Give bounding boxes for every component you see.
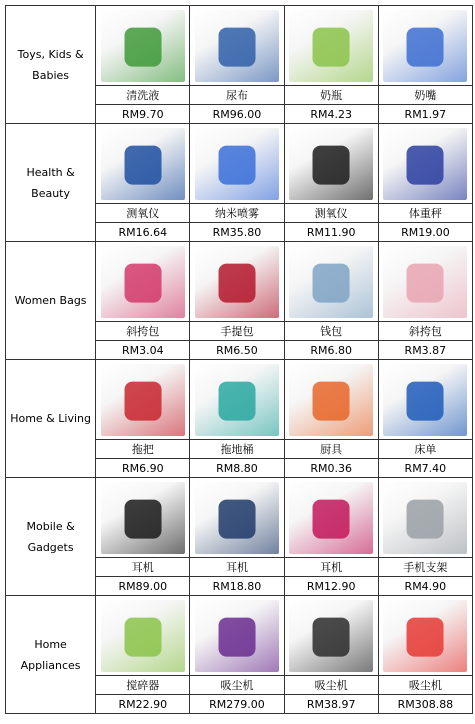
product-price: RM308.88 [378,695,472,714]
car-vacuum-icon[interactable] [289,600,373,672]
category-label: Home & Living [6,360,96,478]
product-shape [218,28,255,67]
category-image-row [6,596,473,676]
product-name: 纳米喷雾 [190,204,284,223]
product-shape [407,264,444,303]
bedsheet-icon[interactable] [383,364,467,436]
product-price: RM6.80 [284,341,378,360]
wireless-earbuds-icon[interactable] [195,482,279,554]
category-label: Toys, Kids & Babies [6,6,96,124]
product-name: 奶瓶 [284,86,378,105]
vacuum-cleaner-icon[interactable] [383,600,467,672]
phone-stand-icon[interactable] [383,482,467,554]
pulse-oximeter-icon[interactable] [101,128,185,200]
mop-bucket-icon[interactable] [195,364,279,436]
product-image-cell[interactable] [190,242,284,322]
product-shape [407,618,444,657]
product-shape [313,382,350,421]
product-price: RM35.80 [190,223,284,242]
product-name: 耳机 [284,558,378,577]
bottle-nipple-icon[interactable] [383,10,467,82]
product-name: 拖把 [96,440,190,459]
product-price: RM3.87 [378,341,472,360]
product-name: 尿布 [190,86,284,105]
product-shape [407,28,444,67]
category-image-row [6,6,473,86]
product-name: 耳机 [190,558,284,577]
product-name: 吸尘机 [378,676,472,695]
product-image-cell[interactable] [190,596,284,676]
category-image-row [6,478,473,558]
product-image-cell[interactable] [190,124,284,204]
product-image-cell[interactable] [190,478,284,558]
product-image-cell[interactable] [378,242,472,322]
product-shape [218,382,255,421]
product-name: 吸尘机 [190,676,284,695]
product-image-cell[interactable] [378,124,472,204]
product-name: 奶嘴 [378,86,472,105]
product-price: RM7.40 [378,459,472,478]
product-name: 手提包 [190,322,284,341]
category-image-row [6,242,473,322]
category-image-row [6,124,473,204]
category-label: Health & Beauty [6,124,96,242]
product-shape [124,146,161,185]
product-shape [124,618,161,657]
milk-storage-bags-icon[interactable] [289,10,373,82]
pulse-oximeter-icon[interactable] [289,128,373,200]
product-image-cell[interactable] [96,6,190,86]
product-shape [124,28,161,67]
product-name: 斜挎包 [96,322,190,341]
product-name: 测氧仪 [96,204,190,223]
product-price: RM22.90 [96,695,190,714]
product-price: RM38.97 [284,695,378,714]
product-shape [313,146,350,185]
product-shape [313,264,350,303]
product-image-cell[interactable] [96,360,190,440]
vacuum-cleaner-icon[interactable] [195,600,279,672]
nano-spray-gun-icon[interactable] [195,128,279,200]
wireless-earbuds-icon[interactable] [289,482,373,554]
product-name: 体重秤 [378,204,472,223]
product-name: 清洗液 [96,86,190,105]
product-image-cell[interactable] [378,360,472,440]
product-price: RM12.90 [284,577,378,596]
product-price: RM18.80 [190,577,284,596]
product-price: RM279.00 [190,695,284,714]
product-image-cell[interactable] [96,596,190,676]
product-price: RM1.97 [378,105,472,124]
product-image-cell[interactable] [284,242,378,322]
product-price: RM19.00 [378,223,472,242]
product-price: RM3.04 [96,341,190,360]
product-image-cell[interactable] [284,596,378,676]
smart-scale-icon[interactable] [383,128,467,200]
product-name: 测氧仪 [284,204,378,223]
product-shape [218,146,255,185]
product-name: 手机支架 [378,558,472,577]
product-image-cell[interactable] [96,124,190,204]
product-image-cell[interactable] [378,596,472,676]
product-shape [407,500,444,539]
product-image-cell[interactable] [378,478,472,558]
product-shape [313,500,350,539]
baby-cleanser-bottles-icon[interactable] [101,10,185,82]
product-price: RM96.00 [190,105,284,124]
category-label: Mobile & Gadgets [6,478,96,596]
product-price: RM4.23 [284,105,378,124]
category-label: Women Bags [6,242,96,360]
product-name: 钱包 [284,322,378,341]
product-image-cell[interactable] [96,242,190,322]
diaper-box-icon[interactable] [195,10,279,82]
product-shape [124,500,161,539]
product-price: RM9.70 [96,105,190,124]
product-name: 搅碎器 [96,676,190,695]
product-shape [124,382,161,421]
product-price: RM0.36 [284,459,378,478]
crossbody-bag-icon[interactable] [383,246,467,318]
product-shape [124,264,161,303]
handbag-icon[interactable] [195,246,279,318]
product-image-cell[interactable] [284,6,378,86]
product-price: RM6.50 [190,341,284,360]
product-table-body [6,6,473,714]
food-chopper-icon[interactable] [101,600,185,672]
product-price: RM8.80 [190,459,284,478]
product-price: RM16.64 [96,223,190,242]
product-shape [407,382,444,421]
product-price: RM4.90 [378,577,472,596]
category-label: Home Appliances [6,596,96,714]
wireless-earbuds-icon[interactable] [101,482,185,554]
product-shape [218,618,255,657]
product-name: 拖地桶 [190,440,284,459]
product-shape [218,264,255,303]
product-name: 耳机 [96,558,190,577]
product-image-cell[interactable] [378,6,472,86]
product-name: 斜挎包 [378,322,472,341]
product-price: RM6.90 [96,459,190,478]
kitchenware-icon[interactable] [289,364,373,436]
product-image-cell[interactable] [190,6,284,86]
category-image-row [6,360,473,440]
product-image-cell[interactable] [96,478,190,558]
product-price: RM11.90 [284,223,378,242]
product-shape [407,146,444,185]
product-table [5,5,473,714]
product-price: RM89.00 [96,577,190,596]
wallet-icon[interactable] [289,246,373,318]
product-shape [218,500,255,539]
spray-mop-icon[interactable] [101,364,185,436]
product-image-cell[interactable] [190,360,284,440]
product-image-cell[interactable] [284,124,378,204]
product-image-cell[interactable] [284,360,378,440]
product-name: 厨具 [284,440,378,459]
product-name: 吸尘机 [284,676,378,695]
product-name: 床单 [378,440,472,459]
product-image-cell[interactable] [284,478,378,558]
product-shape [313,28,350,67]
product-shape [313,618,350,657]
crossbody-bag-icon[interactable] [101,246,185,318]
